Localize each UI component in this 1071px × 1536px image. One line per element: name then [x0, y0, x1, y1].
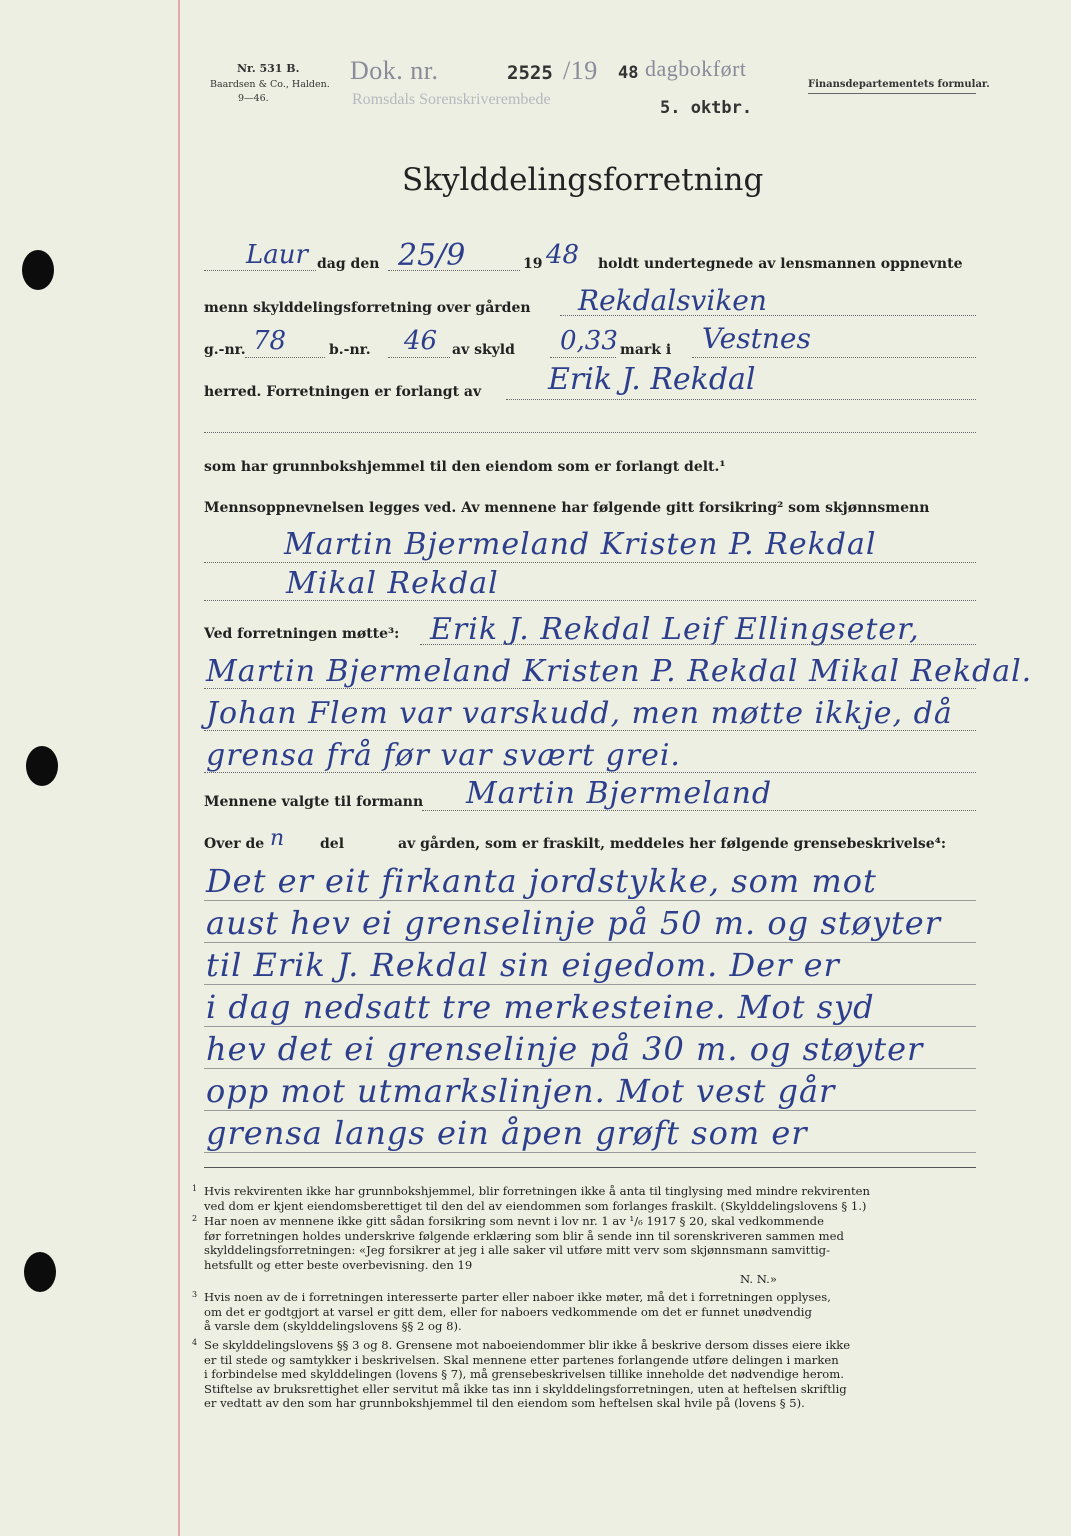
footnote-separator: [204, 1167, 976, 1168]
skyld-dotted-line: [550, 357, 616, 358]
assessors-line-1: Martin Bjermeland Kristen P. Rekdal: [284, 527, 877, 562]
requester-dotted-line: [506, 399, 976, 400]
ministry-underline: [808, 93, 976, 94]
row5-text: som har grunnbokshjemmel til den eiendom som er forlangt delt.¹: [204, 459, 726, 475]
footnote-2-line: Har noen av mennene ikke gitt sådan forsikring som nevnt i lov nr. 1 av ¹/₆ 1917 § 20, skal vedkommende: [204, 1214, 824, 1228]
bnr-handwritten: 46: [404, 326, 438, 356]
assessors-dotted-line-1: [204, 562, 976, 563]
attendees-dotted-line-3: [204, 730, 976, 731]
footnote-4-number: 4: [192, 1338, 198, 1347]
date-dotted-line: [388, 270, 520, 271]
stamp-office: Romsdals Sorenskriverembede: [352, 91, 551, 108]
boundary-line-4: i dag nedsatt tre merkesteine. Mot syd: [206, 988, 875, 1026]
footnote-1-number: 1: [192, 1184, 198, 1193]
stamp-dagbokfort: dagbokført: [645, 56, 747, 81]
stamp-year: 48: [618, 63, 639, 83]
boundary-rule-1: [204, 900, 976, 901]
punch-hole-3: [24, 1252, 56, 1292]
year-handwritten: 48: [546, 240, 580, 270]
stamp-dok-nr: Dok. nr.: [350, 56, 439, 85]
attendees-line-3: Johan Flem var varskudd, men møtte ikkje, då: [206, 696, 953, 731]
farm-name-handwritten: Rekdalsviken: [578, 284, 767, 317]
attendees-line-2: Martin Bjermeland Kristen P. Rekdal Mikal Rekdal.: [206, 654, 1033, 689]
attendees-label: Ved forretningen møtte³:: [204, 626, 400, 642]
footnote-3-line: Hvis noen av de i forretningen interesserte parter eller naboer ikke møter, må det i forretningen opplyses,: [204, 1290, 831, 1304]
bnr-label: b.-nr.: [329, 342, 371, 358]
boundary-intro-text: av gården, som er fraskilt, meddeles her følgende grensebeskrivelse⁴:: [398, 836, 947, 852]
over-de-label: Over de: [204, 836, 265, 852]
footnote-2-line: hetsfullt og etter beste overbevisning. den 19: [204, 1257, 473, 1272]
footnote-4-line: er til stede og samtykker i beskrivelsen. Skal mennene etter partenes forlangende utføre delingen i marken: [204, 1352, 839, 1367]
punch-hole-1: [22, 250, 54, 290]
attendees-dotted-line-4: [204, 772, 976, 773]
date-handwritten: 25/9: [398, 238, 466, 273]
footnote-2-number: 2: [192, 1214, 198, 1223]
footnote-1-line: ved dom er kjent eiendomsberettiget til den del av eiendommen som forlanges fraskilt. (Skylddelingslovens § 1.): [204, 1198, 867, 1213]
boundary-line-5: hev det ei grenselinje på 30 m. og støyter: [206, 1030, 924, 1068]
bnr-dotted-line: [388, 357, 450, 358]
boundary-line-3: til Erik J. Rekdal sin eigedom. Der er: [206, 946, 840, 984]
footnote-3-number: 3: [192, 1290, 198, 1299]
footnote-2-line: før forretningen holdes underskrive følgende erklæring som blir å sende inn til sorenskriveren sammen med: [204, 1228, 844, 1243]
assessors-dotted-line-2: [204, 600, 976, 601]
over-de-n-handwritten: n: [270, 826, 285, 851]
footnote-2-signature: N. N.»: [740, 1272, 777, 1287]
attendees-line-1: Erik J. Rekdal Leif Ellingseter,: [430, 612, 920, 647]
municipality-handwritten: Vestnes: [702, 322, 811, 355]
attendees-line-4: grensa frå før var svært grei.: [206, 738, 681, 773]
punch-hole-2: [26, 746, 58, 786]
footnote-2: [192, 1214, 984, 1287]
footnote-2-line: skylddelingsforretningen: «Jeg forsikrer at jeg i alle saker vil utføre mitt verv som skjønnsmann samvittig-: [204, 1243, 831, 1258]
chairman-dotted-line: [422, 810, 976, 811]
boundary-rule-2: [204, 942, 976, 943]
footnote-4-line: Se skylddelingslovens §§ 3 og 8. Grensene mot naboeiendommer blir ikke å beskrive dersom disses eiere ikke: [204, 1338, 851, 1352]
boundary-rule-6: [204, 1110, 976, 1111]
print-date: 9—46.: [238, 93, 269, 104]
boundary-rule-4: [204, 1026, 976, 1027]
red-margin-line: [178, 0, 180, 1536]
boundary-line-7: grensa langs ein åpen grøft som er: [206, 1114, 808, 1152]
attendees-dotted-line-1: [420, 644, 976, 645]
blank-dotted-line: [204, 432, 976, 433]
footnote-4-line: Stiftelse av bruksrettighet eller servitut må ikke tas inn i skylddelingsforretningen, uten at heftelsen skriftlig: [204, 1381, 847, 1396]
footnote-4: [192, 1338, 984, 1411]
skyld-handwritten: 0,33: [560, 326, 618, 356]
footnote-1: [192, 1184, 984, 1213]
gnr-label: g.-nr.: [204, 342, 246, 358]
chairman-label: Mennene valgte til formann: [204, 794, 424, 810]
stamp-year-prefix: /19: [563, 56, 598, 85]
form-number: Nr. 531 B.: [237, 62, 300, 75]
farm-dotted-line: [560, 315, 976, 316]
row4-text: herred. Forretningen er forlangt av: [204, 384, 482, 400]
document-title: Skylddelingsforretning: [402, 162, 764, 198]
del-label: del: [320, 836, 345, 852]
attendees-dotted-line-2: [204, 688, 976, 689]
boundary-line-6: opp mot utmarkslinjen. Mot vest går: [206, 1072, 836, 1110]
boundary-rule-5: [204, 1068, 976, 1069]
chairman-name-handwritten: Martin Bjermeland: [466, 776, 773, 811]
skyld-label: av skyld: [452, 342, 515, 358]
stamp-number: 2525: [507, 62, 553, 84]
municipality-dotted-line: [692, 357, 976, 358]
gnr-dotted-line: [245, 357, 325, 358]
boundary-rule-7: [204, 1152, 976, 1153]
requester-handwritten: Erik J. Rekdal: [548, 362, 756, 397]
dag-den-label: dag den: [317, 256, 380, 272]
footnote-4-line: i forbindelse med skylddelingen (lovens § 7), må grensebeskrivelsen tillike inneholde det nødvendige herom.: [204, 1367, 844, 1382]
ministry-form-label: Finansdepartementets formular.: [808, 79, 990, 90]
day-handwritten: Laur: [246, 240, 308, 270]
row6-text: Mennsoppnevnelsen legges ved. Av mennene har følgende gitt forsikring² som skjønnsmenn: [204, 500, 930, 516]
footnote-3-line: å varsle dem (skylddelingslovens §§ 2 og 8).: [204, 1319, 462, 1334]
boundary-line-2: aust hev ei grenselinje på 50 m. og støyter: [206, 904, 942, 942]
row1-text: holdt undertegnede av lensmannen oppnevnte: [598, 256, 963, 272]
mark-label: mark i: [620, 342, 672, 358]
footnote-3: [192, 1290, 984, 1334]
footnote-1-line: Hvis rekvirenten ikke har grunnbokshjemmel, blir forretningen ikke å anta til tinglysing med mindre rekvirenten: [204, 1184, 870, 1198]
row2-text: menn skylddelingsforretning over gården: [204, 300, 531, 316]
assessors-line-2: Mikal Rekdal: [286, 566, 499, 601]
footnote-4-line: er vedtatt av den som har grunnbokshjemmel til den eiendom som heftelsen skal hvile på (lovens § 5).: [204, 1396, 805, 1411]
gnr-handwritten: 78: [253, 326, 287, 356]
stamp-date: 5. oktbr.: [660, 98, 753, 118]
boundary-line-1: Det er eit firkanta jordstykke, som mot: [206, 862, 877, 900]
footnote-3-line: om det er godtgjort at varsel er gitt dem, eller for naboers vedkommende om det er funnet unødvendig: [204, 1304, 812, 1319]
day-dotted-line: [204, 270, 316, 271]
printer-name: Baardsen & Co., Halden.: [210, 79, 330, 90]
year-prefix: 19: [523, 256, 543, 272]
boundary-rule-3: [204, 984, 976, 985]
